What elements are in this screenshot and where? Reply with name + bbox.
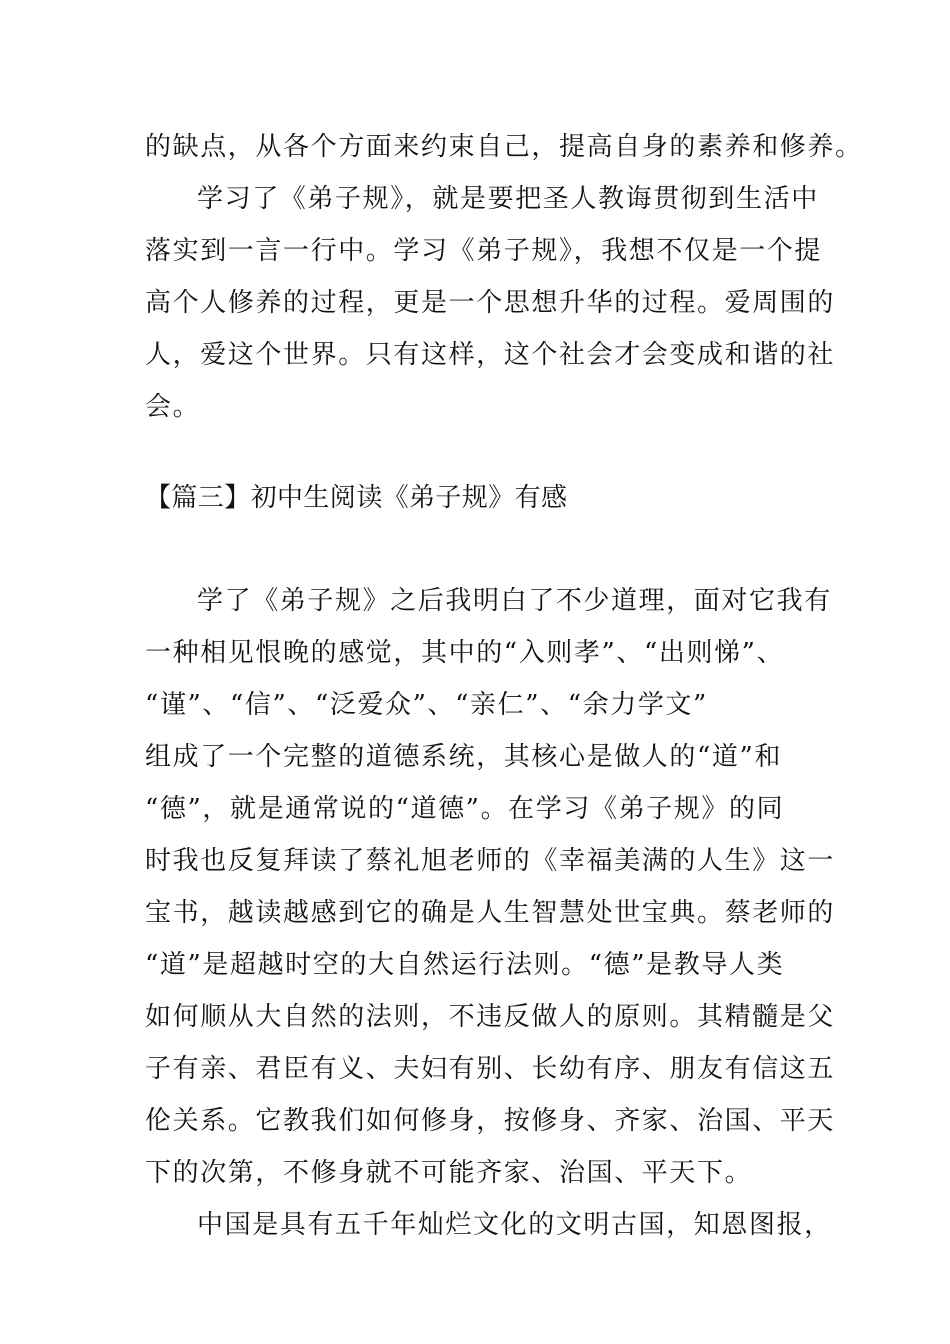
text-line: 落实到一言一行中。学习《弟子规》，我想不仅是一个提 (145, 236, 823, 266)
text-line: 人，爱这个世界。只有这样，这个社会才会变成和谐的社 (145, 340, 836, 370)
text-line: 学了《弟子规》之后我明白了不少道理，面对它我有 (197, 586, 832, 616)
text-line: 下的次第，不修身就不可能齐家、治国、平天下。 (145, 1158, 753, 1188)
text-line: 中国是具有五千年灿烂文化的文明古国，知恩图报， (197, 1210, 832, 1240)
text-line: 如何顺从大自然的法则，不违反做人的原则。其精髓是父 (145, 1002, 836, 1032)
section-heading: 【篇三】初中生阅读《弟子规》有感 (145, 483, 568, 513)
text-line: 宝书，越读越感到它的确是人生智慧处世宝典。蔡老师的 (145, 898, 836, 928)
text-line: 一种相见恨晚的感觉，其中的“入则孝”、“出则悌”、 (145, 638, 785, 668)
text-line: 组成了一个完整的道德系统，其核心是做人的“道”和 (145, 742, 782, 772)
text-line: “德”，就是通常说的“道德”。在学习《弟子规》的同 (145, 794, 785, 824)
text-line: “道”是超越时空的大自然运行法则。“德”是教导人类 (145, 950, 785, 980)
text-line: 时我也反复拜读了蔡礼旭老师的《幸福美满的人生》这一 (145, 846, 836, 876)
text-line: 子有亲、君臣有义、夫妇有别、长幼有序、朋友有信这五 (145, 1054, 836, 1084)
text-line: 的缺点，从各个方面来约束自己，提高自身的素养和修养。 (145, 132, 863, 162)
text-line: 高个人修养的过程，更是一个思想升华的过程。爱周围的 (145, 288, 836, 318)
text-line: 伦关系。它教我们如何修身，按修身、齐家、治国、平天 (145, 1106, 836, 1136)
text-line: 会。 (145, 392, 201, 422)
text-line: 学习了《弟子规》，就是要把圣人教诲贯彻到生活中 (197, 184, 819, 214)
text-line: “谨”、“信”、“泛爱众”、“亲仁”、“余力学文” (145, 690, 708, 720)
